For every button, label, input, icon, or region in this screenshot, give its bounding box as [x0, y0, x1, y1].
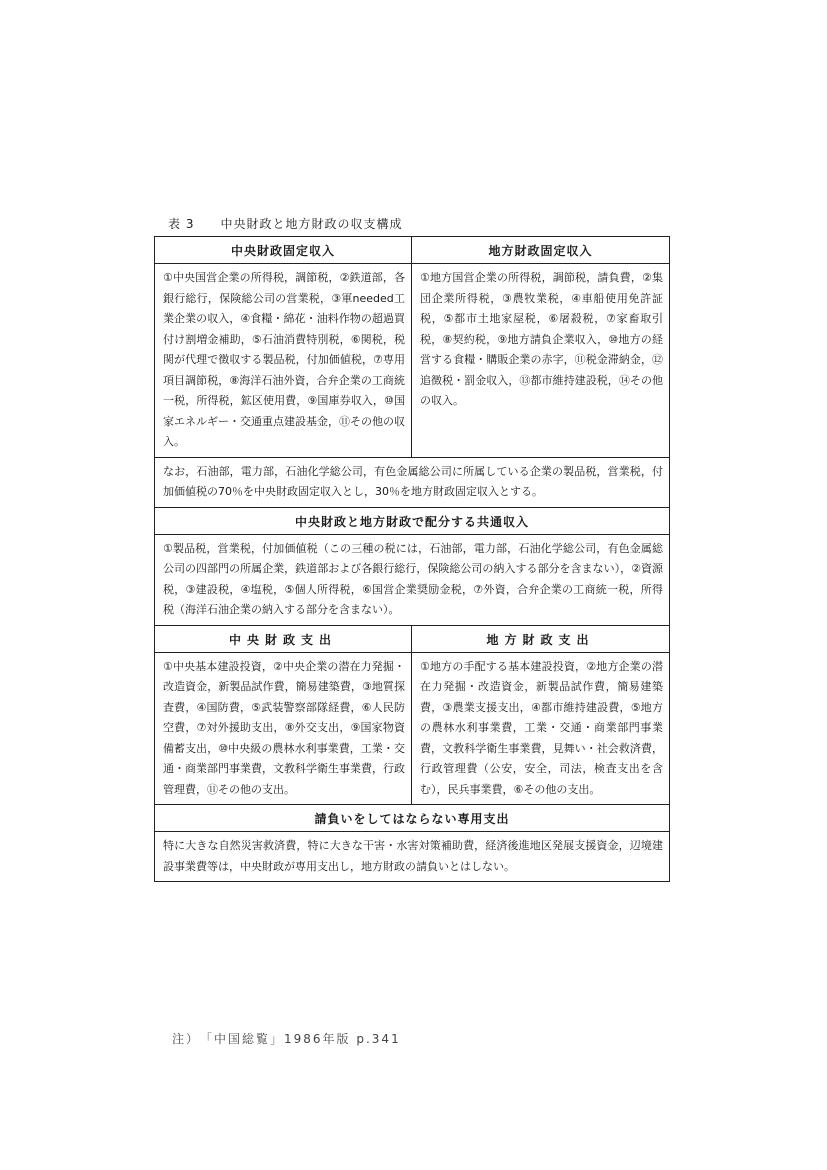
central-expenditure-header: 中央財政支出: [155, 626, 412, 652]
central-expenditure-body: ①中央基本建設投資，②中央企業の潜在力発掘・改造資金，新製品試作費，簡易建築費，③地質探査費，④国防費，⑤武装警察部隊経費，⑥人民防空費，⑦対外援助支出，⑧外交支出，⑨国家物資備蓄支出，⑩中央級の農林水利事業費，工業・交通・商業部門事業費，文教科学衛生事業費，行政管理費，⑪その他の支出。: [155, 653, 412, 805]
shared-header-row: [155, 507, 669, 534]
revenue-header-row: [155, 237, 669, 263]
shared-body-row: [155, 534, 669, 625]
expenditure-body-row: [155, 652, 669, 805]
shared-revenue-header: 中央財政と地方財政で配分する共通収入: [294, 514, 529, 529]
footnote-source: 「中国総覧」1986年版 p.341: [206, 1032, 401, 1046]
revenue-body-row: [155, 263, 669, 457]
special-body-row: [155, 831, 669, 881]
revenue-expenditure-table: [154, 236, 670, 882]
expenditure-header-row: [155, 625, 669, 652]
source-footnote: [172, 1030, 401, 1047]
local-expenditure-body: ①地方の手配する基本建設投資，②地方企業の潜在力発掘・改造資金，新製品試作費，簡易建築費，③農業支援支出，④都市維持建設費，⑤地方の農林水利事業費，工業・交通・商業部門事業費，文教科学衛生事業費，見舞い・社会救済費，行政管理費（公安，安全，司法，検査支出を含む），民兵事業費，⑥その他の支出。: [420, 659, 663, 796]
central-revenue-header: 中央財政固定収入: [155, 237, 412, 263]
central-revenue-body: ①中央国営企業の所得税，調節税，②鉄道部，各銀行総行，保険総公司の営業税，③軍needed工業企業の収入，④食糧・綿花・油料作物の超過買付け割増金補助，⑤石油消費特別税，⑥関税，税関が代理で徴収する製品税，付加価値税，⑦専用項目調節税，⑧海洋石油外資，合弁企業の工商統一税，所得税，鉱区使用費，⑨国庫券収入，⑩国家エネルギー・交通重点建設基金，⑪その他の収入。: [155, 264, 412, 457]
revenue-split-note: なお，石油部，電力部，石油化学総公司，有色金属総公司に所属している企業の製品税，営業税，付加価値税の70％を中央財政固定収入とし，30％を地方財政固定収入とする。: [163, 464, 663, 498]
footnote-label: 注）: [172, 1032, 201, 1046]
revenue-note-row: [155, 457, 669, 507]
special-header-row: [155, 804, 669, 831]
special-expenditure-body: 特に大きな自然災害救済費，特に大きな干害・水害対策補助費，経済後進地区発展支援資金，辺境建設事業費等は，中央財政が専用支出し，地方財政の請負いとはしない。: [163, 839, 663, 873]
table-title: 中央財政と地方財政の収支構成: [220, 217, 403, 231]
local-expenditure-header: 地方財政支出: [486, 632, 595, 647]
table-number: 表 3: [168, 217, 195, 231]
special-expenditure-header: 請負いをしてはならない専用支出: [314, 812, 510, 826]
shared-revenue-body: ①製品税，営業税，付加価値税（この三種の税には，石油部，電力部，石油化学総公司，有色金属総公司の四部門の所属企業，鉄道部および各銀行総行，保険総公司の納入する部分を含まない），②資源税，③建設税，④塩税，⑤個人所得税，⑥国営企業奨励金税，⑦外資，合弁企業の工商統一税，所得税（海洋石油企業の納入する部分を含まない）。: [163, 541, 663, 616]
table-caption: [168, 215, 402, 232]
local-revenue-header: 地方財政固定収入: [488, 244, 593, 258]
local-revenue-body: ①地方国営企業の所得税，調節税，請負費，②集団企業所得税，③農牧業税，④車船使用免許証税，⑤都市土地家屋税，⑥屠殺税，⑦家畜取引税，⑧契約税，⑨地方請負企業収入，⑩地方の経営する食糧・購販企業の赤字，⑪税金滞納金，⑫追徴税・罰金収入，⑬都市維持建設税，⑭その他の収入。: [420, 271, 663, 407]
